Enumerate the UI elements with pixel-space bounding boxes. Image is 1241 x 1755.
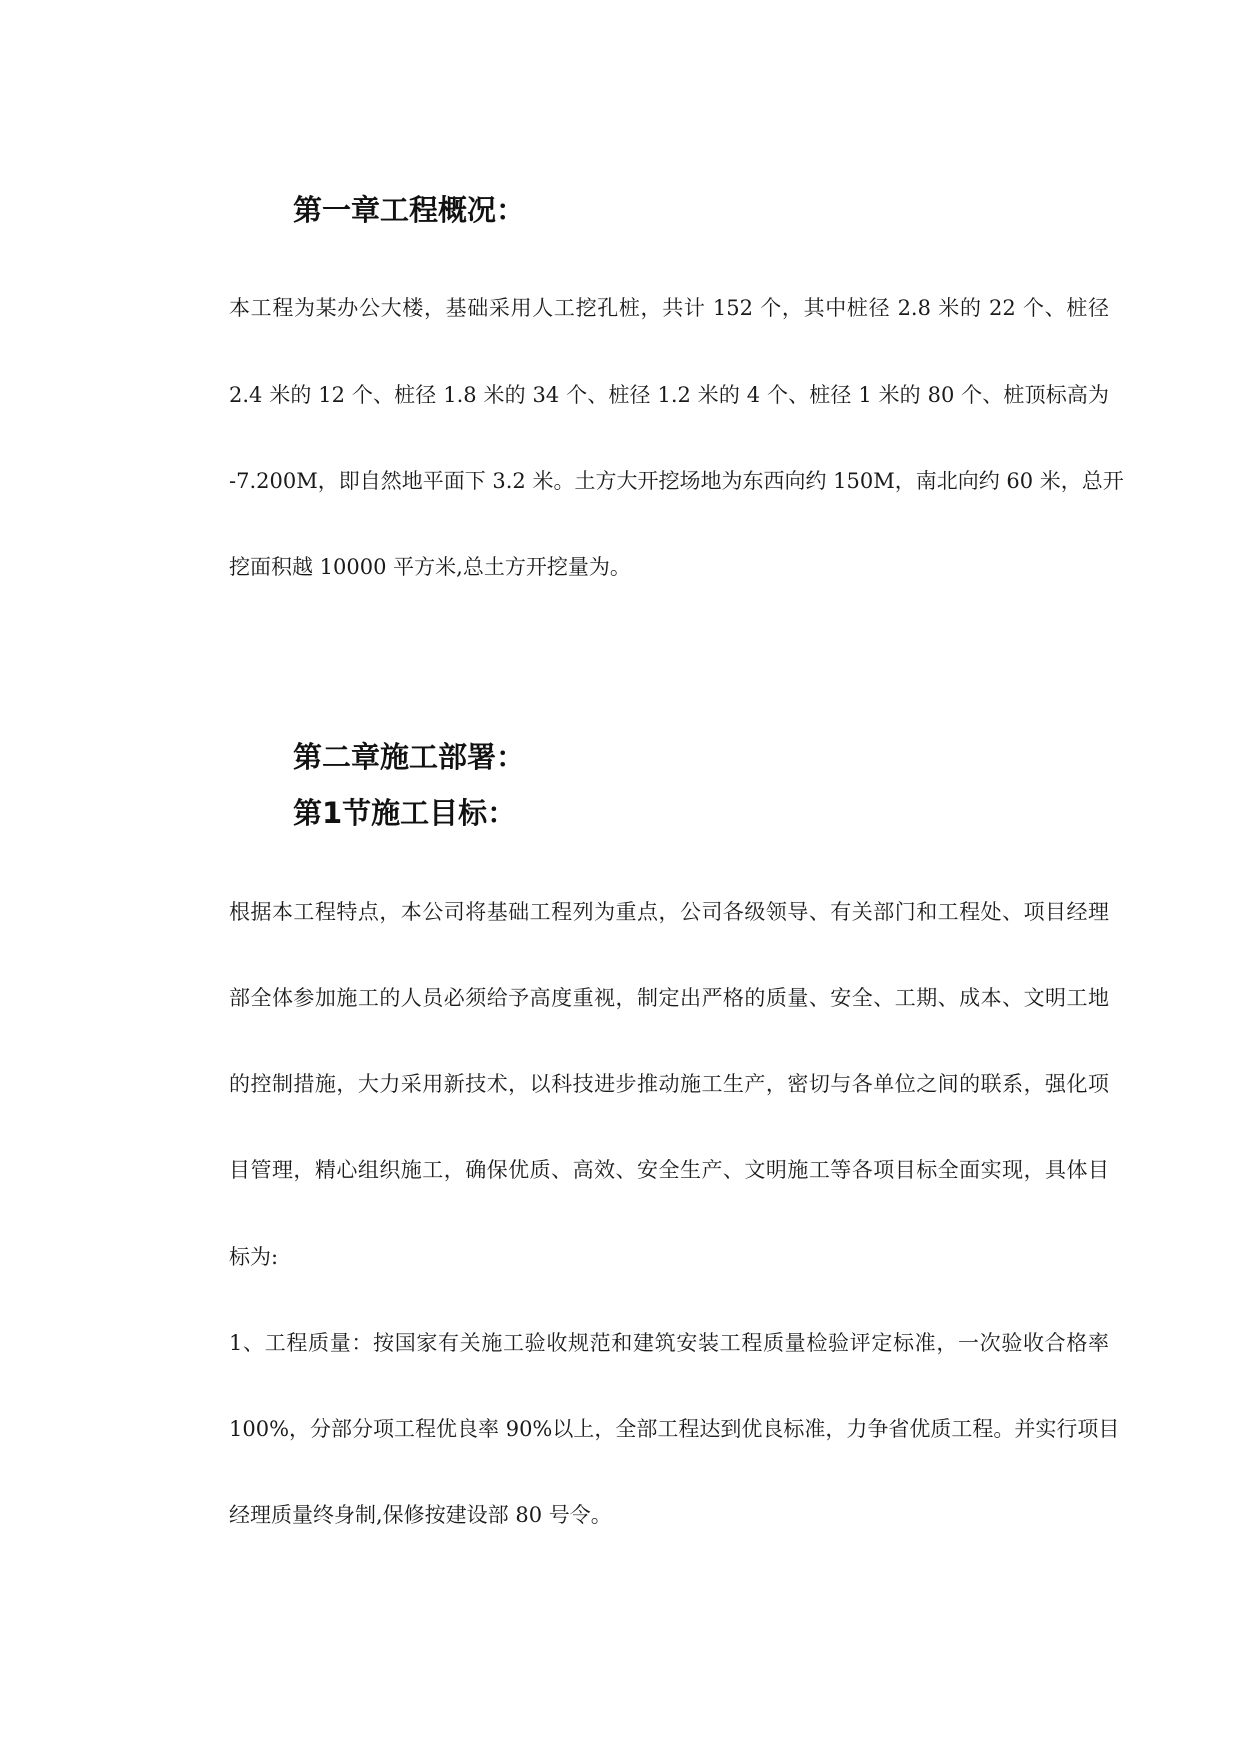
section1-para-line-2: 部全体参加施工的人员必须给予高度重视，制定出严格的质量、安全、工期、成本、文明工地	[229, 986, 1109, 1010]
section1-para-line-4: 目管理，精心组织施工，确保优质、高效、安全生产、文明施工等各项目标全面实现，具体目	[229, 1158, 1109, 1182]
chapter1-line-4: 挖面积越 10000 平方米,总土方开挖量为。	[229, 555, 631, 579]
chapter2-heading: 第二章施工部署：	[293, 740, 526, 774]
chapter1-line-2: 2.4 米的 12 个、桩径 1.8 米的 34 个、桩径 1.2 米的 4 个、桩径 1 米的 80 个、桩顶标高为	[229, 383, 1109, 407]
chapter1-line-3: -7.200M，即自然地平面下 3.2 米。土方大开挖场地为东西向约 150M，南北向约 60 米，总开	[229, 469, 1124, 493]
item1-line-3: 经理质量终身制,保修按建设部 80 号令。	[229, 1503, 612, 1527]
section1-para-line-1: 根据本工程特点，本公司将基础工程列为重点，公司各级领导、有关部门和工程处、项目经理	[229, 900, 1109, 924]
section1-para-line-5: 标为:	[229, 1245, 279, 1269]
section1-para-line-3: 的控制措施，大力采用新技术，以科技进步推动施工生产，密切与各单位之间的联系，强化项	[229, 1072, 1109, 1096]
item1-line-2: 100%，分部分项工程优良率 90%以上，全部工程达到优良标准，力争省优质工程。并实行项目	[229, 1417, 1120, 1441]
chapter1-line-1: 本工程为某办公大楼，基础采用人工挖孔桩，共计 152 个，其中桩径 2.8 米的 22 个、桩径	[229, 296, 1109, 320]
section1-heading: 第1节施工目标：	[293, 796, 517, 830]
chapter1-heading: 第一章工程概况：	[293, 193, 526, 227]
item1-line-1: 1、工程质量：按国家有关施工验收规范和建筑安装工程质量检验评定标准，一次验收合格率	[229, 1331, 1109, 1355]
